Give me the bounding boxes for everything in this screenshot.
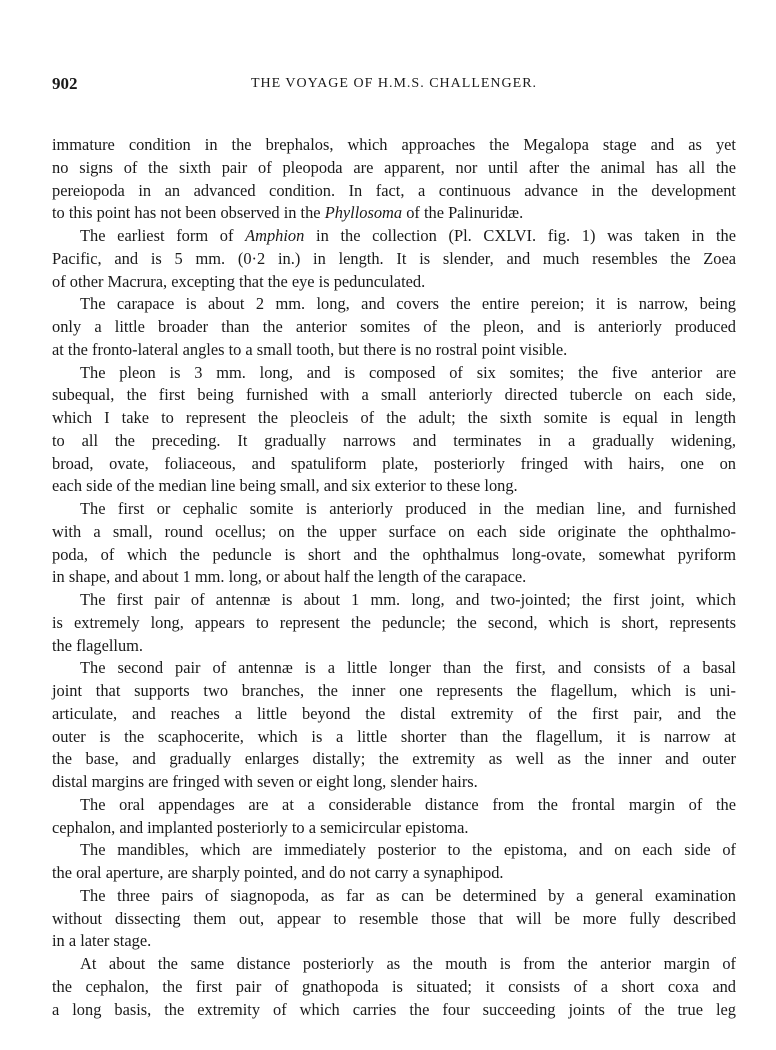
text-line	[52, 771, 736, 794]
text-span: the base, and gradually enlarges distally; the extremity as well as the inner and outer	[52, 749, 736, 769]
text-line	[52, 976, 736, 999]
text-line	[52, 544, 736, 567]
text-line	[52, 453, 736, 476]
text-line	[52, 407, 736, 430]
text-span: of other Macrura, excepting that the eye is pedunculated.	[52, 271, 426, 291]
text-line	[52, 908, 736, 931]
text-span: with a small, round ocellus; on the upper surface on each side originate the ophthalmo-	[52, 521, 736, 541]
text-line	[52, 862, 736, 885]
page-number: 902	[52, 74, 78, 93]
text-line	[52, 225, 736, 248]
text-line	[52, 703, 736, 726]
page-body	[52, 134, 736, 1021]
text-span: at the fronto-lateral angles to a small tooth, but there is no rostral point visible.	[52, 339, 568, 359]
italic-text: Amphion	[245, 226, 305, 245]
text-line	[52, 680, 736, 703]
text-span: to this point has not been observed in the	[52, 203, 325, 223]
text-span: The carapace is about 2 mm. long, and covers the entire pereion; it is narrow, being	[80, 294, 736, 314]
text-line	[52, 748, 736, 771]
text-line	[52, 134, 736, 157]
text-line	[52, 293, 736, 316]
text-span: of the Palinuridæ.	[402, 203, 524, 223]
text-span: the cephalon, the first pair of gnathopoda is situated; it consists of a short coxa and	[52, 976, 736, 996]
paragraph	[52, 589, 736, 657]
text-line	[52, 612, 736, 635]
text-span: The first or cephalic somite is anteriorly produced in the median line, and furnished	[80, 499, 736, 518]
text-span: the flagellum.	[52, 635, 144, 655]
text-line	[52, 475, 736, 498]
text-line	[52, 271, 736, 294]
text-span: The pleon is 3 mm. long, and is composed of six somites; the five anterior are	[80, 362, 736, 382]
text-line	[52, 316, 736, 339]
paragraph	[52, 885, 736, 953]
paragraph	[52, 362, 736, 499]
paragraph	[52, 225, 736, 293]
text-span: joint that supports two branches, the inner one represents the flagellum, which is uni-	[52, 681, 736, 700]
text-span: each side of the median line being small, and six exterior to these long.	[52, 476, 518, 496]
text-span: The second pair of antennæ is a little longer than the first, and consists of a basal	[80, 658, 736, 678]
text-line	[52, 157, 736, 180]
text-span: pereiopoda in an advanced condition. In fact, a continuous advance in the development	[52, 180, 736, 200]
text-span: broad, ovate, foliaceous, and spatuliform plate, posteriorly fringed with hairs, one on	[52, 453, 736, 473]
text-line	[52, 384, 736, 407]
text-span: The earliest form of	[80, 226, 246, 245]
text-line	[52, 817, 736, 840]
running-title: THE VOYAGE OF H.M.S. CHALLENGER.	[250, 76, 538, 91]
text-line	[52, 521, 736, 544]
text-span: distal margins are fringed with seven or eight long, slender hairs.	[52, 772, 478, 791]
text-line	[52, 839, 736, 862]
text-line	[52, 635, 736, 658]
text-span: which I take to represent the pleocleis of the adult; the sixth somite is equal in length	[52, 408, 736, 427]
paragraph	[52, 794, 736, 840]
text-span: in shape, and about 1 mm. long, or about half the length of the carapace.	[52, 567, 527, 587]
text-span: subequal, the first being furnished with a small anteriorly directed tubercle on each side,	[52, 385, 736, 405]
text-line	[52, 202, 736, 225]
text-line	[52, 589, 736, 612]
text-span: At about the same distance posteriorly as the mouth is from the anterior margin of	[80, 954, 736, 973]
text-line	[52, 657, 736, 680]
text-span: to all the preceding. It gradually narrows and terminates in a gradually widening,	[52, 430, 736, 450]
text-span: The first pair of antennæ is about 1 mm. long, and two-jointed; the first joint, which	[80, 590, 736, 609]
text-line	[52, 362, 736, 385]
text-span: The three pairs of siagnopoda, as far as can be determined by a general examination	[80, 885, 736, 905]
text-line	[52, 885, 736, 908]
text-span: a long basis, the extremity of which carries the four succeeding joints of the true leg	[52, 999, 736, 1019]
text-line	[52, 339, 736, 362]
text-span: the oral aperture, are sharply pointed, and do not carry a synaphipod.	[52, 863, 504, 882]
text-line	[52, 930, 736, 953]
paragraph	[52, 657, 736, 794]
text-span: The mandibles, which are immediately posterior to the epistoma, and on each side of	[80, 840, 736, 860]
text-span: poda, of which the peduncle is short and the ophthalmus long-ovate, somewhat pyriform	[52, 544, 736, 564]
text-span: Pacific, and is 5 mm. (0·2 in.) in length. It is slender, and much resembles the Zoea	[52, 248, 736, 268]
text-span: outer is the scaphocerite, which is a little shorter than the flagellum, it is narrow at	[52, 726, 736, 746]
text-line	[52, 726, 736, 749]
text-span: no signs of the sixth pair of pleopoda are apparent, nor until after the animal has all the	[52, 157, 736, 177]
text-line	[52, 180, 736, 203]
text-span: without dissecting them out, appear to resemble those that will be more fully described	[52, 908, 736, 928]
paragraph	[52, 134, 736, 225]
text-line	[52, 794, 736, 817]
text-line	[52, 498, 736, 521]
text-line	[52, 566, 736, 589]
text-line	[52, 248, 736, 271]
text-span: immature condition in the brephalos, which approaches the Megalopa stage and as yet	[52, 135, 736, 154]
text-line	[52, 999, 736, 1022]
text-span: is extremely long, appears to represent the peduncle; the second, which is short, represents	[52, 612, 736, 632]
text-span: articulate, and reaches a little beyond the distal extremity of the first pair, and the	[52, 703, 736, 723]
text-line	[52, 953, 736, 976]
paragraph	[52, 498, 736, 589]
text-span: in the collection (Pl. CXLVI. fig. 1) was taken in the	[304, 226, 736, 245]
text-line	[52, 430, 736, 453]
text-span: cephalon, and implanted posteriorly to a semicircular epistoma.	[52, 817, 469, 837]
paragraph	[52, 953, 736, 1021]
paragraph	[52, 293, 736, 361]
text-span: only a little broader than the anterior somites of the pleon, and is anteriorly produced	[52, 317, 736, 336]
text-span: in a later stage.	[52, 931, 152, 951]
italic-text: Phyllosoma	[324, 203, 403, 223]
text-span: The oral appendages are at a considerable distance from the frontal margin of the	[80, 794, 736, 814]
paragraph	[52, 839, 736, 885]
page-header	[52, 74, 736, 98]
